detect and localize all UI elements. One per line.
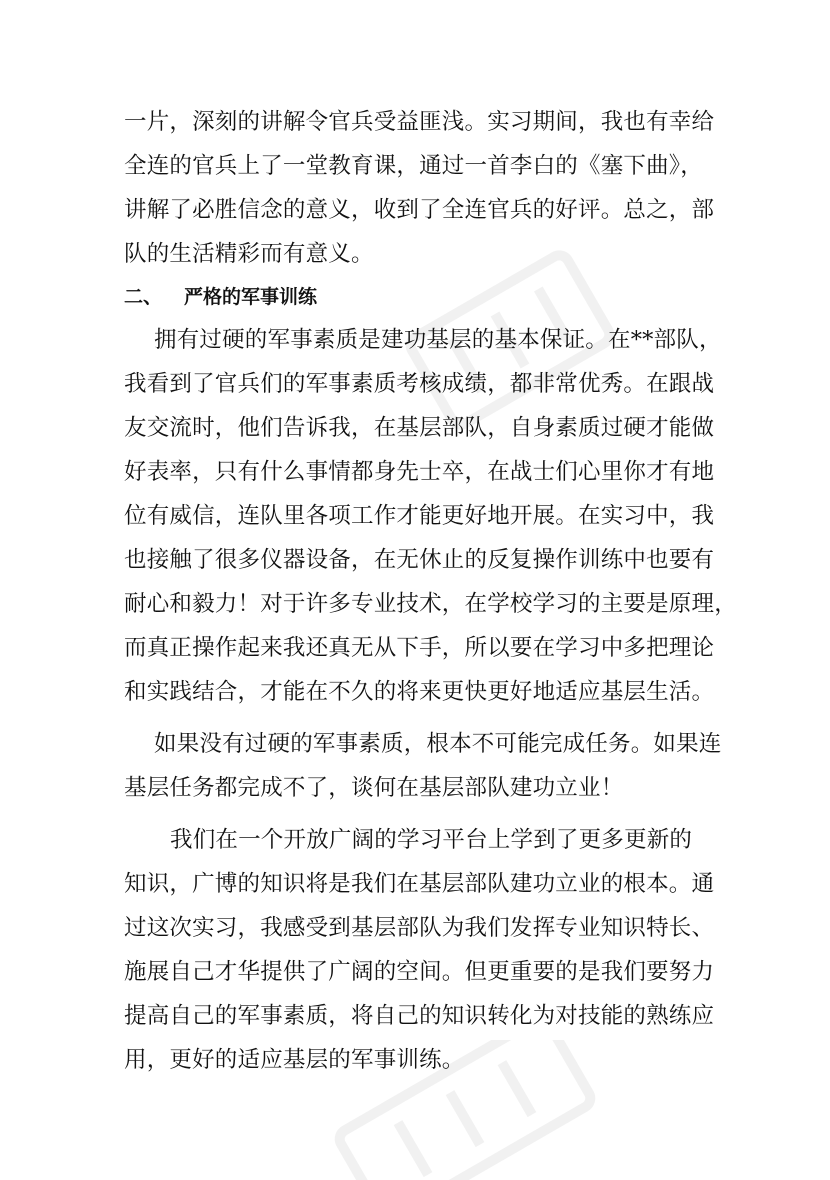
section-heading — [124, 276, 714, 318]
paragraph-2 — [124, 318, 737, 714]
text-line: 全连的官兵上了一堂教育课，通过一首李白的《塞下曲》， — [124, 153, 703, 179]
section-title: 严格的军事训练 — [184, 286, 318, 308]
text-line: 耐心和毅力！对于许多专业技术，在学校学习的主要是原理， — [124, 591, 737, 617]
text-line: 知识，广博的知识将是我们在基层部队建功立业的根本。通 — [124, 871, 715, 897]
text-line: 过这次实习，我感受到基层部队为我们发挥专业知识特长、 — [124, 915, 715, 941]
document-body — [124, 100, 737, 1082]
paragraph-3 — [124, 722, 722, 810]
text-line: 拥有过硬的军事素质是建功基层的基本保证。在**部队， — [154, 327, 722, 353]
text-line: 队的生活精彩而有意义。 — [124, 241, 374, 267]
text-line: 和实践结合，才能在不久的将来更快更好地适应基层生活。 — [124, 679, 715, 705]
text-line: 一片，深刻的讲解令官兵受益匪浅。实习期间，我也有幸给 — [124, 109, 715, 135]
text-line: 提高自己的军事素质，将自己的知识转化为对技能的熟练应 — [124, 1003, 715, 1029]
text-line: 我们在一个开放广阔的学习平台上学到了更多更新的 — [170, 827, 693, 853]
text-line: 而真正操作起来我还真无从下手，所以要在学习中多把理论 — [124, 635, 715, 661]
text-line: 也接触了很多仪器设备，在无休止的反复操作训练中也要有 — [124, 547, 715, 573]
text-line: 我看到了官兵们的军事素质考核成绩，都非常优秀。在跟战 — [124, 371, 715, 397]
section-number: 二、 — [124, 286, 163, 308]
text-line: 位有威信，连队里各项工作才能更好地开展。在实习中，我 — [124, 503, 715, 529]
text-line: 用，更好的适应基层的军事训练。 — [124, 1047, 465, 1073]
text-line: 讲解了必胜信念的意义，收到了全连官兵的好评。总之，部 — [124, 197, 715, 223]
text-line: 好表率，只有什么事情都身先士卒，在战士们心里你才有地 — [124, 459, 715, 485]
text-line: 基层任务都完成不了，谈何在基层部队建功立业！ — [124, 775, 624, 801]
paragraph-4 — [124, 818, 714, 1082]
paragraph-1 — [124, 100, 714, 276]
text-line: 友交流时，他们告诉我，在基层部队，自身素质过硬才能做 — [124, 415, 715, 441]
text-line: 如果没有过硬的军事素质，根本不可能完成任务。如果连 — [154, 731, 722, 757]
text-line: 施展自己才华提供了广阔的空间。但更重要的是我们要努力 — [124, 959, 715, 985]
